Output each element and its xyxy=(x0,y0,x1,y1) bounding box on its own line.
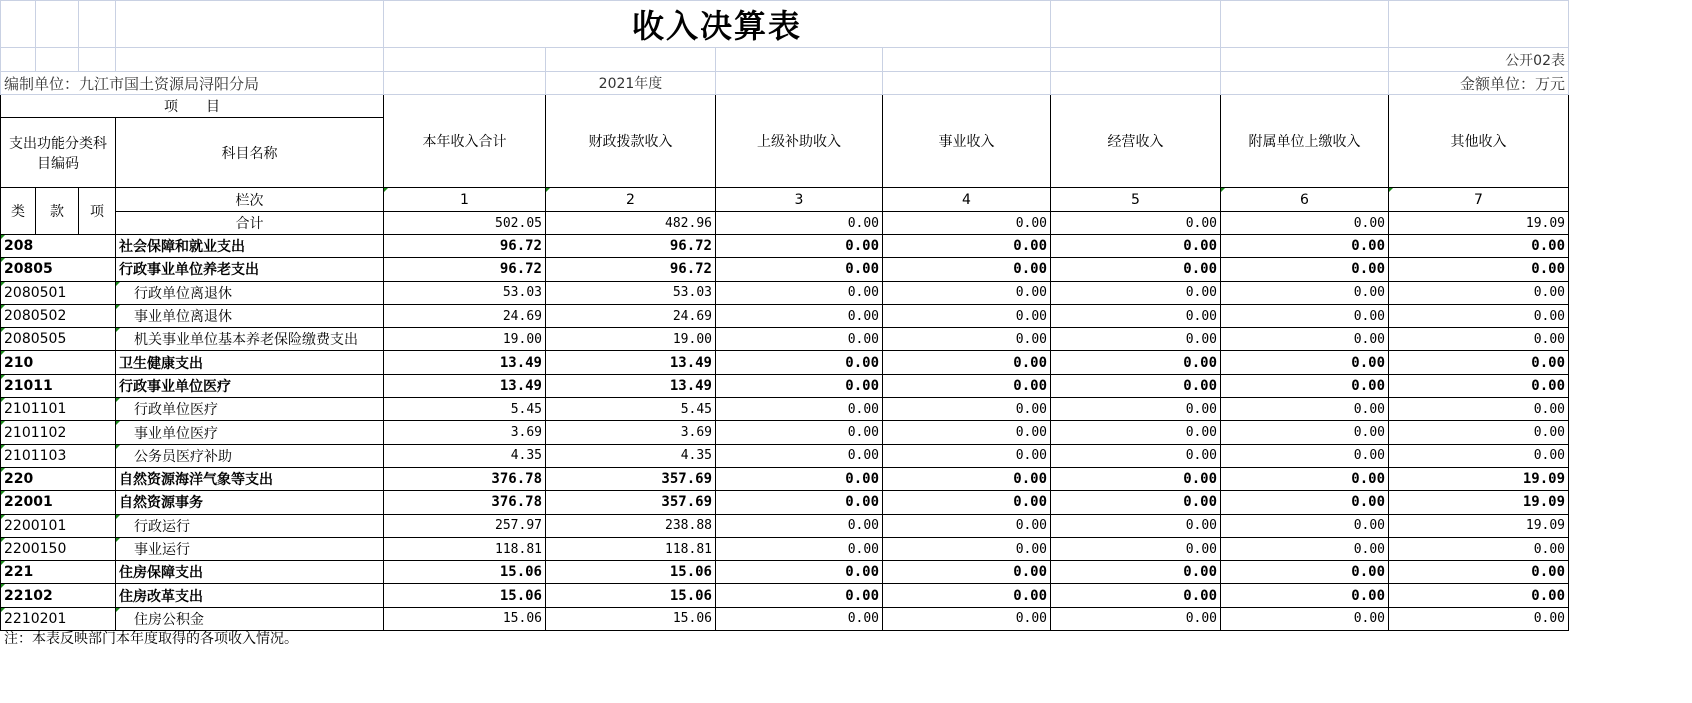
amount-cell[interactable]: 0.00 xyxy=(1221,258,1389,281)
col-header-2[interactable]: 财政拨款收入 xyxy=(546,95,716,188)
amount-cell[interactable]: 0.00 xyxy=(883,561,1051,584)
lei-header[interactable]: 类 xyxy=(1,188,36,235)
column-index-label[interactable]: 栏次 xyxy=(116,188,384,212)
amount-cell[interactable]: 96.72 xyxy=(546,235,716,258)
subject-code[interactable]: 2080505 xyxy=(1,328,116,351)
amount-cell[interactable]: 0.00 xyxy=(1051,561,1221,584)
subject-name[interactable]: 行政单位医疗 xyxy=(116,398,384,421)
amount-cell[interactable]: 0.00 xyxy=(716,351,883,374)
table-row xyxy=(1,351,1569,374)
amount-cell[interactable]: 0.00 xyxy=(1389,561,1569,584)
cell[interactable] xyxy=(79,1,116,48)
amount-cell[interactable]: 0.00 xyxy=(716,537,883,560)
column-number[interactable]: 7 xyxy=(1389,188,1569,212)
amount-cell[interactable]: 96.72 xyxy=(384,258,546,281)
subject-code[interactable]: 20805 xyxy=(1,258,116,281)
amount-cell[interactable]: 0.00 xyxy=(883,328,1051,351)
table-row xyxy=(1,304,1569,327)
subject-code[interactable]: 2101102 xyxy=(1,421,116,444)
amount-cell[interactable]: 4.35 xyxy=(384,444,546,467)
amount-cell[interactable]: 0.00 xyxy=(883,537,1051,560)
amount-cell[interactable]: 0.00 xyxy=(883,584,1051,607)
subject-code[interactable]: 2200150 xyxy=(1,537,116,560)
column-number[interactable]: 1 xyxy=(384,188,546,212)
amount-cell[interactable]: 0.00 xyxy=(1051,398,1221,421)
kuan-header[interactable]: 款 xyxy=(36,188,79,235)
amount-cell[interactable]: 0.00 xyxy=(1389,304,1569,327)
subject-code[interactable]: 221 xyxy=(1,561,116,584)
cell[interactable] xyxy=(1,1,36,48)
amount-cell[interactable]: 118.81 xyxy=(384,537,546,560)
amount-cell[interactable]: 4.35 xyxy=(546,444,716,467)
amount-cell[interactable]: 0.00 xyxy=(883,398,1051,421)
subject-name[interactable]: 事业运行 xyxy=(116,537,384,560)
column-number[interactable]: 5 xyxy=(1051,188,1221,212)
subject-code[interactable]: 2080502 xyxy=(1,304,116,327)
cell[interactable] xyxy=(36,1,79,48)
amount-cell[interactable]: 0.00 xyxy=(1221,514,1389,537)
amount-cell[interactable]: 0.00 xyxy=(716,328,883,351)
amount-cell[interactable]: 0.00 xyxy=(716,584,883,607)
total-value[interactable]: 482.96 xyxy=(546,212,716,235)
subject-name[interactable]: 行政单位离退休 xyxy=(116,281,384,304)
amount-cell[interactable]: 0.00 xyxy=(1389,444,1569,467)
col-header-4[interactable]: 事业收入 xyxy=(883,95,1051,188)
amount-cell[interactable]: 0.00 xyxy=(716,491,883,514)
subject-name[interactable]: 住房公积金 xyxy=(116,607,384,630)
table-row xyxy=(1,258,1569,281)
subject-code[interactable]: 2210201 xyxy=(1,607,116,630)
amount-cell[interactable]: 0.00 xyxy=(1051,467,1221,490)
amount-cell[interactable]: 0.00 xyxy=(883,304,1051,327)
subject-code[interactable]: 220 xyxy=(1,467,116,490)
table-row xyxy=(1,444,1569,467)
code-header[interactable]: 支出功能分类科目编码 xyxy=(1,118,116,188)
col-header-3[interactable]: 上级补助收入 xyxy=(716,95,883,188)
amount-cell[interactable]: 0.00 xyxy=(1051,328,1221,351)
amount-cell[interactable]: 0.00 xyxy=(1051,421,1221,444)
amount-cell[interactable]: 19.09 xyxy=(1389,491,1569,514)
amount-cell[interactable]: 0.00 xyxy=(1221,491,1389,514)
subject-code[interactable]: 22102 xyxy=(1,584,116,607)
table-row xyxy=(1,584,1569,607)
amount-cell[interactable]: 15.06 xyxy=(546,607,716,630)
col-header-5[interactable]: 经营收入 xyxy=(1051,95,1221,188)
subject-name[interactable]: 自然资源事务 xyxy=(116,491,384,514)
table-row xyxy=(1,514,1569,537)
amount-cell[interactable]: 0.00 xyxy=(883,281,1051,304)
amount-cell[interactable]: 96.72 xyxy=(384,235,546,258)
amount-cell[interactable]: 0.00 xyxy=(1221,607,1389,630)
subject-name[interactable]: 卫生健康支出 xyxy=(116,351,384,374)
subject-code[interactable]: 21011 xyxy=(1,374,116,397)
amount-cell[interactable]: 0.00 xyxy=(1221,351,1389,374)
amount-cell[interactable]: 19.09 xyxy=(1389,514,1569,537)
amount-cell[interactable]: 0.00 xyxy=(883,258,1051,281)
amount-cell[interactable]: 3.69 xyxy=(546,421,716,444)
amount-cell[interactable]: 13.49 xyxy=(384,374,546,397)
amount-cell[interactable]: 0.00 xyxy=(1051,304,1221,327)
amount-cell[interactable]: 0.00 xyxy=(716,398,883,421)
compiling-unit[interactable]: 编制单位：九江市国土资源局浔阳分局 xyxy=(1,72,384,95)
table-row xyxy=(1,491,1569,514)
name-header[interactable]: 科目名称 xyxy=(116,118,384,188)
subject-name[interactable]: 社会保障和就业支出 xyxy=(116,235,384,258)
table-row xyxy=(1,235,1569,258)
amount-cell[interactable]: 0.00 xyxy=(1051,374,1221,397)
table-row xyxy=(1,374,1569,397)
column-number[interactable]: 4 xyxy=(883,188,1051,212)
amount-cell[interactable]: 13.49 xyxy=(546,374,716,397)
table-row xyxy=(1,281,1569,304)
header-item[interactable]: 项 目 xyxy=(1,95,384,118)
amount-cell[interactable]: 24.69 xyxy=(546,304,716,327)
subject-name[interactable]: 事业单位医疗 xyxy=(116,421,384,444)
amount-cell[interactable]: 0.00 xyxy=(1221,281,1389,304)
amount-cell[interactable]: 0.00 xyxy=(883,235,1051,258)
col-header-7[interactable]: 其他收入 xyxy=(1389,95,1569,188)
amount-cell[interactable]: 0.00 xyxy=(716,514,883,537)
amount-cell[interactable]: 0.00 xyxy=(716,235,883,258)
total-value[interactable]: 0.00 xyxy=(883,212,1051,235)
subject-name[interactable]: 自然资源海洋气象等支出 xyxy=(116,467,384,490)
amount-cell[interactable]: 0.00 xyxy=(1221,374,1389,397)
subject-name[interactable]: 事业单位离退休 xyxy=(116,304,384,327)
amount-cell[interactable]: 15.06 xyxy=(384,561,546,584)
subject-code[interactable]: 2101101 xyxy=(1,398,116,421)
amount-cell[interactable]: 0.00 xyxy=(1389,584,1569,607)
col-header-1[interactable]: 本年收入合计 xyxy=(384,95,546,188)
amount-cell[interactable]: 0.00 xyxy=(1221,584,1389,607)
total-value[interactable]: 19.09 xyxy=(1389,212,1569,235)
column-number[interactable]: 3 xyxy=(716,188,883,212)
amount-cell[interactable]: 0.00 xyxy=(883,374,1051,397)
amount-cell[interactable]: 0.00 xyxy=(1051,607,1221,630)
amount-cell[interactable]: 0.00 xyxy=(1389,235,1569,258)
amount-cell[interactable]: 15.06 xyxy=(546,561,716,584)
amount-cell[interactable]: 0.00 xyxy=(883,351,1051,374)
total-value[interactable]: 0.00 xyxy=(716,212,883,235)
subject-code[interactable]: 22001 xyxy=(1,491,116,514)
amount-cell[interactable]: 13.49 xyxy=(546,351,716,374)
amount-cell[interactable]: 376.78 xyxy=(384,491,546,514)
subject-code[interactable]: 2080501 xyxy=(1,281,116,304)
cell[interactable] xyxy=(116,1,384,48)
amount-cell[interactable]: 53.03 xyxy=(384,281,546,304)
cell[interactable] xyxy=(1221,1,1389,48)
cell[interactable] xyxy=(1389,1,1569,48)
amount-cell[interactable]: 0.00 xyxy=(1389,374,1569,397)
amount-cell[interactable]: 238.88 xyxy=(546,514,716,537)
amount-unit[interactable]: 金额单位：万元 xyxy=(1389,72,1569,95)
amount-cell[interactable]: 13.49 xyxy=(384,351,546,374)
subject-name[interactable]: 住房保障支出 xyxy=(116,561,384,584)
amount-cell[interactable]: 357.69 xyxy=(546,491,716,514)
table-row xyxy=(1,398,1569,421)
amount-cell[interactable]: 0.00 xyxy=(1389,398,1569,421)
amount-cell[interactable]: 0.00 xyxy=(1389,537,1569,560)
subject-code[interactable]: 210 xyxy=(1,351,116,374)
total-value[interactable]: 502.05 xyxy=(384,212,546,235)
amount-cell[interactable]: 3.69 xyxy=(384,421,546,444)
amount-cell[interactable]: 376.78 xyxy=(384,467,546,490)
total-label[interactable]: 合计 xyxy=(116,212,384,235)
amount-cell[interactable]: 0.00 xyxy=(1221,561,1389,584)
subject-name[interactable]: 行政事业单位养老支出 xyxy=(116,258,384,281)
table-row xyxy=(1,328,1569,351)
amount-cell[interactable]: 0.00 xyxy=(1221,328,1389,351)
amount-cell[interactable]: 19.09 xyxy=(1389,467,1569,490)
subject-code[interactable]: 2101103 xyxy=(1,444,116,467)
amount-cell[interactable]: 19.00 xyxy=(384,328,546,351)
amount-cell[interactable]: 0.00 xyxy=(883,491,1051,514)
amount-cell[interactable]: 0.00 xyxy=(1051,281,1221,304)
amount-cell[interactable]: 96.72 xyxy=(546,258,716,281)
table-row xyxy=(1,421,1569,444)
amount-cell[interactable]: 0.00 xyxy=(1221,421,1389,444)
table-row xyxy=(1,561,1569,584)
amount-cell[interactable]: 0.00 xyxy=(716,467,883,490)
total-value[interactable]: 0.00 xyxy=(1221,212,1389,235)
subject-name[interactable]: 行政事业单位医疗 xyxy=(116,374,384,397)
footnote: 注：本表反映部门本年度取得的各项收入情况。 xyxy=(4,631,298,647)
amount-cell[interactable]: 257.97 xyxy=(384,514,546,537)
amount-cell[interactable]: 0.00 xyxy=(1051,235,1221,258)
amount-cell[interactable]: 118.81 xyxy=(546,537,716,560)
amount-cell[interactable]: 0.00 xyxy=(1221,235,1389,258)
subject-name[interactable]: 公务员医疗补助 xyxy=(116,444,384,467)
amount-cell[interactable]: 15.06 xyxy=(384,584,546,607)
amount-cell[interactable]: 0.00 xyxy=(1389,351,1569,374)
amount-cell[interactable]: 0.00 xyxy=(716,607,883,630)
amount-cell[interactable]: 0.00 xyxy=(1389,607,1569,630)
total-row xyxy=(1,212,1569,235)
amount-cell[interactable]: 0.00 xyxy=(1051,491,1221,514)
page-title[interactable]: 收入决算表 xyxy=(384,1,1051,48)
subject-code[interactable]: 2200101 xyxy=(1,514,116,537)
amount-cell[interactable]: 0.00 xyxy=(1389,328,1569,351)
amount-cell[interactable]: 5.45 xyxy=(384,398,546,421)
amount-cell[interactable]: 0.00 xyxy=(1051,444,1221,467)
amount-cell[interactable]: 19.00 xyxy=(546,328,716,351)
subject-name[interactable]: 行政运行 xyxy=(116,514,384,537)
amount-cell[interactable]: 0.00 xyxy=(1221,537,1389,560)
amount-cell[interactable]: 0.00 xyxy=(1051,351,1221,374)
amount-cell[interactable]: 0.00 xyxy=(1389,258,1569,281)
amount-cell[interactable]: 0.00 xyxy=(1221,467,1389,490)
amount-cell[interactable]: 0.00 xyxy=(883,421,1051,444)
cell[interactable] xyxy=(1051,1,1221,48)
fiscal-year[interactable]: 2021年度 xyxy=(546,72,716,95)
xiang-header[interactable]: 项 xyxy=(79,188,116,235)
subject-code[interactable]: 208 xyxy=(1,235,116,258)
table-row xyxy=(1,467,1569,490)
amount-cell[interactable]: 0.00 xyxy=(1051,514,1221,537)
amount-cell[interactable]: 0.00 xyxy=(1389,421,1569,444)
amount-cell[interactable]: 0.00 xyxy=(1389,281,1569,304)
amount-cell[interactable]: 0.00 xyxy=(716,444,883,467)
amount-cell[interactable]: 0.00 xyxy=(883,444,1051,467)
subject-name[interactable]: 机关事业单位基本养老保险缴费支出 xyxy=(116,328,384,351)
amount-cell[interactable]: 15.06 xyxy=(384,607,546,630)
amount-cell[interactable]: 0.00 xyxy=(1051,258,1221,281)
table-row xyxy=(1,537,1569,560)
amount-cell[interactable]: 0.00 xyxy=(716,374,883,397)
col-header-6[interactable]: 附属单位上缴收入 xyxy=(1221,95,1389,188)
amount-cell[interactable]: 15.06 xyxy=(546,584,716,607)
amount-cell[interactable]: 357.69 xyxy=(546,467,716,490)
amount-cell[interactable]: 24.69 xyxy=(384,304,546,327)
column-number[interactable]: 6 xyxy=(1221,188,1389,212)
amount-cell[interactable]: 0.00 xyxy=(716,258,883,281)
amount-cell[interactable]: 0.00 xyxy=(716,561,883,584)
amount-cell[interactable]: 5.45 xyxy=(546,398,716,421)
amount-cell[interactable]: 0.00 xyxy=(1221,444,1389,467)
amount-cell[interactable]: 0.00 xyxy=(1051,584,1221,607)
total-value[interactable]: 0.00 xyxy=(1051,212,1221,235)
amount-cell[interactable]: 0.00 xyxy=(883,514,1051,537)
column-number[interactable]: 2 xyxy=(546,188,716,212)
amount-cell[interactable]: 0.00 xyxy=(1051,537,1221,560)
amount-cell[interactable]: 0.00 xyxy=(716,304,883,327)
amount-cell[interactable]: 0.00 xyxy=(716,281,883,304)
amount-cell[interactable]: 0.00 xyxy=(1221,398,1389,421)
subject-name[interactable]: 住房改革支出 xyxy=(116,584,384,607)
amount-cell[interactable]: 0.00 xyxy=(883,467,1051,490)
amount-cell[interactable]: 0.00 xyxy=(1221,304,1389,327)
form-number[interactable]: 公开02表 xyxy=(1389,48,1569,72)
amount-cell[interactable]: 0.00 xyxy=(883,607,1051,630)
amount-cell[interactable]: 0.00 xyxy=(716,421,883,444)
amount-cell[interactable]: 53.03 xyxy=(546,281,716,304)
